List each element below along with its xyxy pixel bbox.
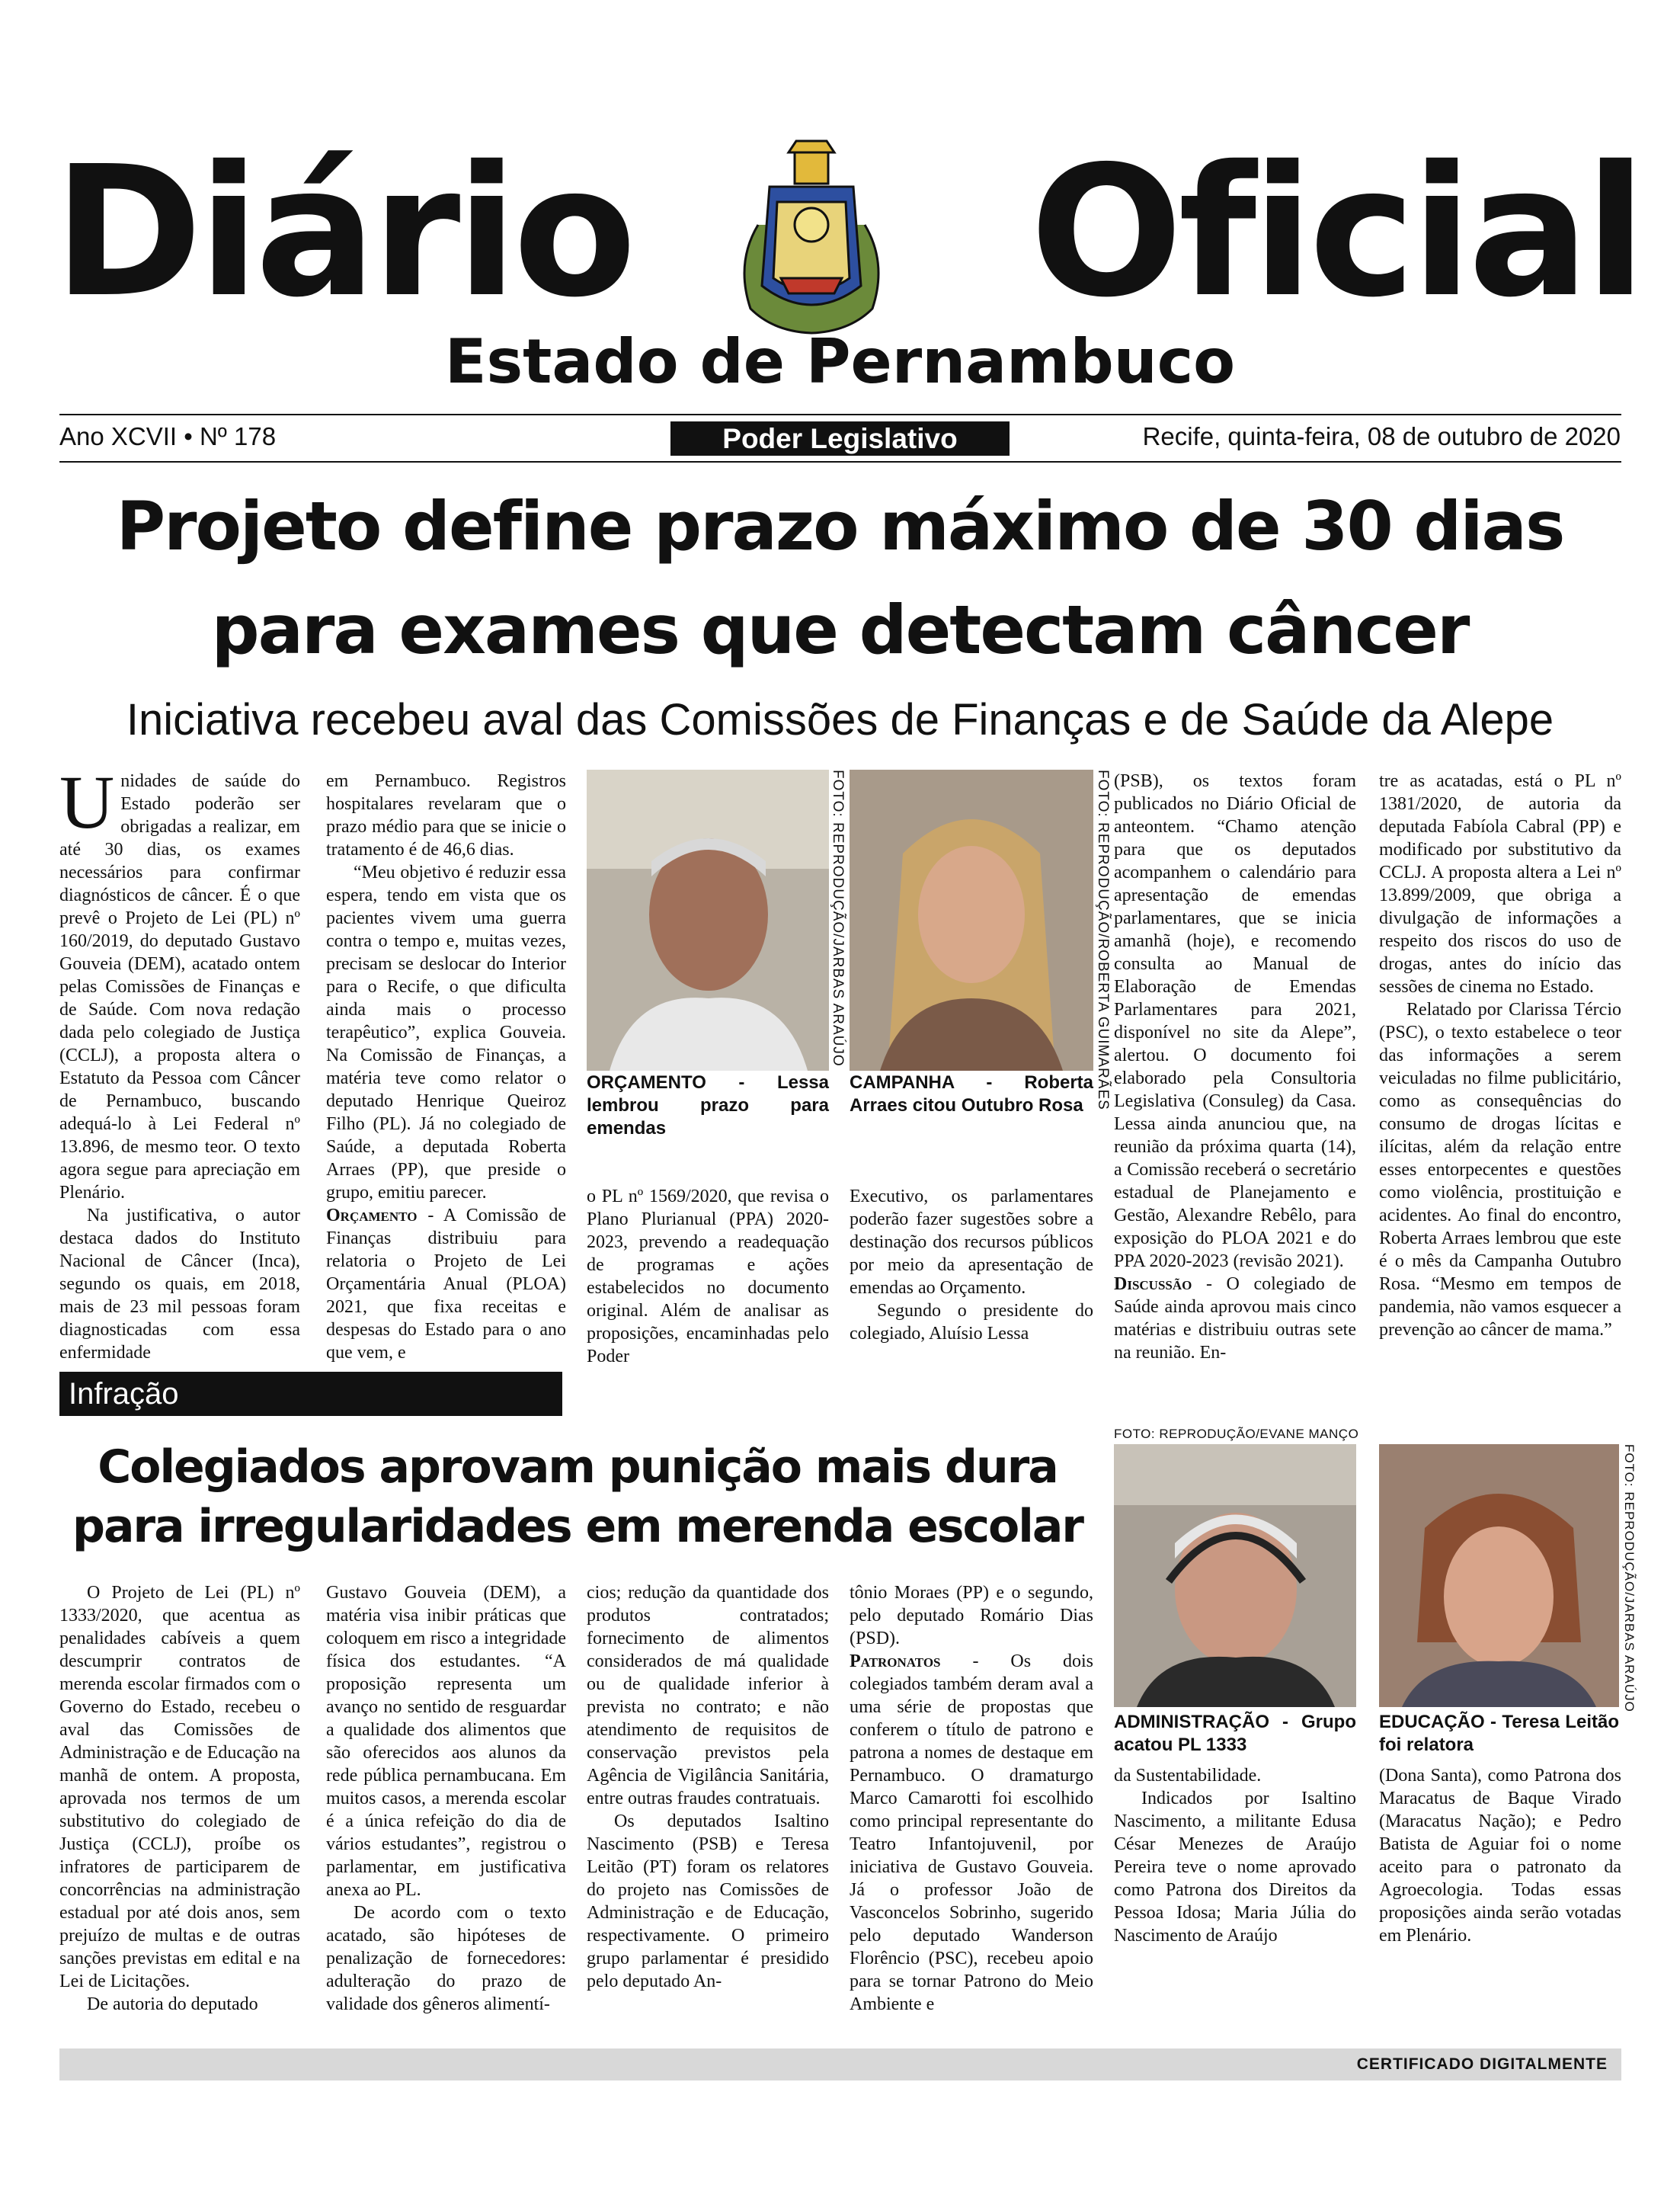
photo1-caption: ORÇAMENTO - Lessa lembrou prazo para emendas [587,1072,829,1139]
photo3-caption: ADMINISTRAÇÃO - Grupo acatou PL 1333 [1114,1712,1356,1755]
lead-column-1: Unidades de saúde do Estado poderão ser obrigadas a realizar, em até 30 dias, os exames necessários para confirmar diagnósticos de câncer. É o que prevê o Projeto de Lei (PL) nº 160/2019, do deputado Gustavo Gouveia (DEM), acatado ontem pelas Comissões de Finanças e de Saúde. Com nova redação dada pelo colegiado de Justiça (CCLJ), a proposta altera o Estatuto da Pessoa com Câncer de Pernambuco, buscando adequá-lo à Lei Federal nº 13.896, de mesmo teor. O texto agora segue para apreciação em Plenário. Na justificativa, o autor destaca dados do Instituto Nacional de Câncer (Inca), segundo os quais, em 2018, mais de 23 mil pessoas foram diagnosticadas com essa enfermidade [59,760,300,1363]
top-rule [59,414,1621,415]
edition-number: Ano XCVII • Nº 178 [59,422,277,450]
certified-label: CERTIFICADO DIGITALMENTE [1356,2055,1608,2073]
arraes-photo [850,770,1093,1071]
lead-column-3: o PL nº 1569/2020, que revisa o Plano Plurianual (PPA) 2020-2023, prevendo a readequação de programas e ações estabelecidos no documento original. Além de analisar as proposições, encaminhadas pelo Poder [587,1187,829,1366]
second-headline-line2: para irregularidades em merenda escolar [72,1500,1083,1553]
teresa-photo [1379,1444,1619,1707]
lead-column-5: (PSB), os textos foram publicados no Diário Oficial de anteontem. “Chamo atenção para que os deputados acompanhem o calendário para apresentação de emendas parlamentares, que se inicia amanhã (hoje), e recomendo consulta ao Manual de Elaboração de Emendas Parlamentares para 2021, disponível no site da Alepe”, alertou. O documento foi elaborado pela Consultoria Legislativa (Consuleg) da Casa. Lessa ainda anunciou que, na reunião da próxima quarta (14), a Comissão receberá o secretário estadual de Planejamento e Gestão, Alexandre Rebêlo, para exposição do PLOA 2021 e do PPA 2020-2023 (revisão 2021). Discussão - O colegiado de Saúde ainda aprovou mais cinco matérias e distribuiu outras sete na reunião. En- [1114,771,1356,1363]
pernambuco-coat-of-arms-icon [728,133,895,339]
isaltino-photo [1114,1444,1356,1707]
second-column-2: Gustavo Gouveia (DEM), a matéria visa inibir práticas que coloquem em risco a integridade física dos estudantes. “A proposição representa um avanço no sentido de resguardar a qualidade dos alimentos que são oferecidos aos alunos da rede pública pernambucana. Em muitos casos, a merenda escolar é a única refeição do dia de vários estudantes”, registrou o parlamentar, em justificativa anexa ao PL. De acordo com o texto acatado, são hipóteses de penalização de fornecedores: adulteração do prazo de validade dos gêneros alimentí- [326,1583,566,2014]
second-column-1: O Projeto de Lei (PL) nº 1333/2020, que acentua as penalidades cabíveis a quem descumprir contratos de merenda escolar firmados com o Governo do Estado, recebeu o aval das Comissões de Administração e de Educação na manhã de ontem. A proposta, aprovada nos termos de um substitutivo do colegiado de Justiça (CCLJ), proíbe os infratores de participarem de concorrências na administração estadual por até dois anos, sem prejuízo de multas e de outras sanções previstas em edital e na Lei de Licitações. De autoria do deputado [59,1583,300,2014]
second-column-6: (Dona Santa), como Patrona dos Maracatus de Baque Virado (Maracatus Nação); e Pedro Batista de Aguiar foi o nome aceito para o patronato da Agroecologia. Todas essas proposições ainda serão votadas em Plenário. [1379,1766,1621,1946]
photo2-credit: FOTO: REPRODUÇÃO/ROBERTA GUIMARÃES [1095,770,1111,1110]
section-label-infracao: Infração [59,1372,562,1416]
meta-rule [59,461,1621,463]
second-column-5: da Sustentabilidade. Indicados por Isaltino Nascimento, a militante Edusa César Menezes de Araújo Pereira teve o nome aprovado como Patrona dos Direitos da Pessoa Idosa; Maria Júlia do Nascimento de Araújo [1114,1766,1356,1946]
second-headline-line1: Colegiados aprovam punição mais dura [98,1440,1058,1494]
masthead-title-left: Diário [53,127,632,337]
lead-deck: Iniciativa recebeu aval das Comissões de Finanças e de Saúde da Alepe [126,695,1554,745]
lead-headline-line1: Projeto define prazo máximo de 30 dias [116,487,1564,565]
masthead-subtitle: Estado de Pernambuco [444,326,1236,397]
masthead-title-right: Oficial [1029,127,1642,337]
lead-headline-line2: para exames que detectam câncer [211,591,1469,669]
lead-column-6: tre as acatadas, está o PL nº 1381/2020, de autoria da deputada Fabíola Cabral (PP) e modificado por substitutivo da CCLJ. A proposta altera a Lei nº 13.899/2009, que obriga a divulgação de informações a respeito dos riscos do uso de drogas, antes do início das sessões de cinema no Estado. Relatado por Clarissa Tércio (PSC), o texto estabelece o teor das informações a serem veiculadas no filme publicitário, como as consequências do consumo de drogas lícitas e ilícitas, além da relação entre esses entorpecentes e questões como violência, prostituição e acidentes. Ao final do encontro, Roberta Arraes lembrou que este é o mês da Campanha Outubro Rosa. “Mesmo em tempos de pandemia, não vamos esquecer a prevenção ao câncer de mama.” [1379,771,1621,1340]
photo1-credit: FOTO: REPRODUÇÃO/JARBAS ARAÚJO [830,770,846,1067]
photo3-credit: FOTO: REPRODUÇÃO/EVANE MANÇO [1114,1427,1359,1441]
photo4-credit: FOTO: REPRODUÇÃO/JARBAS ARAÚJO [1622,1444,1637,1712]
dropcap: U [59,760,115,844]
lessa-photo [587,770,829,1071]
masthead [0,126,1680,347]
second-column-3: cios; redução da quantidade dos produtos contratados; fornecimento de alimentos considerados de má qualidade ou de qualidade inferior à prevista no contrato; e não atendimento de requisitos de conservação previstos pela Agência de Vigilância Sanitária, entre outras fraudes contratuais. Os deputados Isaltino Nascimento (PSB) e Teresa Leitão (PT) foram os relatores do projeto nas Comissões de Administração e de Educação, respectivamente. O primeiro grupo parlamentar é presidido pelo deputado An- [587,1583,829,1991]
edition-date: Recife, quinta-feira, 08 de outubro de 2020 [1142,422,1621,450]
photo4-caption: EDUCAÇÃO - Teresa Leitão foi relatora [1379,1712,1619,1755]
lead-column-2: em Pernambuco. Registros hospitalares revelaram que o prazo médio para que se inicie o tratamento é de 46,6 dias. “Meu objetivo é reduzir essa espera, tendo em vista que os pacientes vivem uma guerra contra o tempo e, muitas vezes, precisam se deslocar do Interior para o Recife, o que dificulta ainda mais o processo terapêutico”, explica Gouveia. Na Comissão de Finanças, a matéria teve como relator o deputado Henrique Queiroz Filho (PL). Já no colegiado de Saúde, a deputada Roberta Arraes (PP), que preside o grupo, emitiu parecer. Orçamento - A Comissão de Finanças distribuiu para relatoria o Projeto de Lei Orçamentária Anual (PLOA) 2021, que fixa receitas e despesas do Estado para o ano que vem, e [326,771,566,1363]
photo2-caption: CAMPANHA - Roberta Arraes citou Outubro Rosa [850,1072,1093,1116]
second-column-4: tônio Moraes (PP) e o segundo, pelo deputado Romário Dias (PSD). Patronatos - Os dois colegiados também deram aval a uma série de propostas que conferem o título de patrono e patrona a nomes de destaque em Pernambuco. O dramaturgo Marco Camarotti foi escolhido como principal representante do Teatro Infantojuvenil, por iniciativa de Gustavo Gouveia. Já o professor João de Vasconcelos Sobrinho, sugerido pelo deputado Wanderson Florêncio (PSC), recebeu apoio para se tornar Patrono do Meio Ambiente e [850,1583,1093,2014]
section-badge: Poder Legislativo [670,421,1010,456]
lead-column-4: Executivo, os parlamentares poderão fazer sugestões sobre a destinação dos recursos públicos por meio da apresentação de emendas ao Orçamento. Segundo o presidente do colegiado, Aluísio Lessa [850,1187,1093,1344]
